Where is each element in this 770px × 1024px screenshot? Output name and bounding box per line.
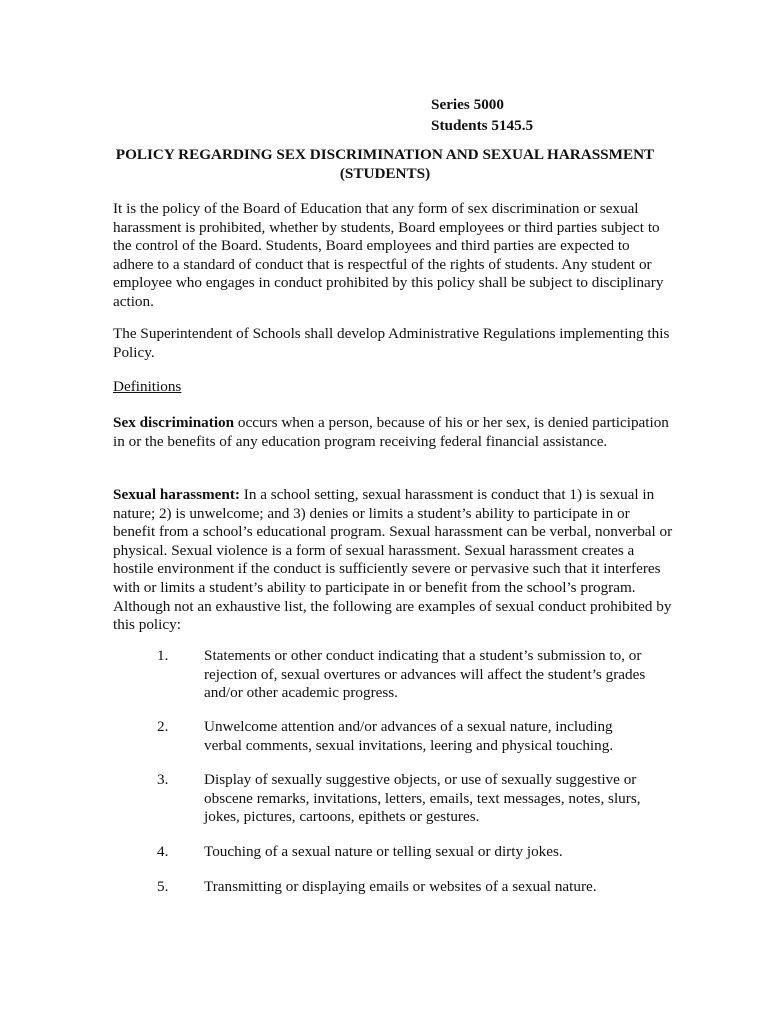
list-item-number: 1. (157, 647, 169, 664)
list-item-number: 5. (157, 878, 169, 895)
policy-number: Students 5145.5 (431, 117, 534, 134)
series-label: Series 5000 (431, 96, 504, 113)
administrative-regulations-paragraph: The Superintendent of Schools shall develop Administrative Regulations implementing this Policy. (113, 325, 670, 361)
series-header (431, 94, 533, 136)
sexual-harassment-text: In a school setting, sexual harassment is conduct that 1) is sexual in nature; 2) is unwelcome; and 3) denies or limits a student’s ability to participate in or benefit from a school’s educational program. Sexual harassment can be verbal, nonverbal or physical. Sexual violence is a form of sexual harassment. Sexual harassment creates a hostile environment if the conduct is sufficiently severe or pervasive such that it interferes with or limits a student’s ability to participate in or benefit from the school’s program. Although not an exhaustive list, the following are examples of sexual conduct prohibited by this policy: (113, 486, 673, 634)
policy-title-line1: POLICY REGARDING SEX DISCRIMINATION AND SEXUAL HARASSMENT (115, 146, 655, 163)
list-item-number: 2. (157, 718, 169, 735)
list-item-text: Transmitting or displaying emails or websites of a sexual nature. (204, 878, 597, 895)
list-item-text: Display of sexually suggestive objects, or use of sexually suggestive or obscene remarks, invitations, letters, emails, text messages, notes, slurs, jokes, pictures, cartoons, epithets or gestures. (204, 771, 641, 826)
list-item-text: Unwelcome attention and/or advances of a sexual nature, including verbal comments, sexual invitations, leering and physical touching. (204, 718, 614, 754)
sexual-harassment-term: Sexual harassment: (113, 486, 240, 503)
list-item-text: Touching of a sexual nature or telling sexual or dirty jokes. (204, 843, 563, 860)
policy-title-line2: (STUDENTS) (339, 164, 431, 182)
policy-statement-paragraph: It is the policy of the Board of Education that any form of sex discrimination or sexual harassment is prohibited, whether by students, Board employees or third parties subject to the control of the Board. Students, Board employees and third parties are expected to adhere to a standard of conduct that is respectful of the rights of students. Any student or employee who engages in conduct prohibited by this policy shall be subject to disciplinary action. (113, 200, 664, 310)
sex-discrimination-text: occurs when a person, because of his or her sex, is denied participation in or the benefits of any education program receiving federal financial assistance. (113, 414, 669, 450)
policy-title (100, 146, 670, 184)
definitions-heading: Definitions (113, 378, 182, 395)
list-item-number: 3. (157, 771, 169, 788)
list-item-number: 4. (157, 843, 169, 860)
list-item-text: Statements or other conduct indicating that a student’s submission to, or rejection of, sexual overtures or advances will affect the student’s grades and/or other academic progress. (204, 647, 646, 702)
sex-discrimination-definition (113, 414, 673, 451)
sexual-harassment-definition (113, 486, 673, 635)
sex-discrimination-term: Sex discrimination (113, 414, 235, 431)
